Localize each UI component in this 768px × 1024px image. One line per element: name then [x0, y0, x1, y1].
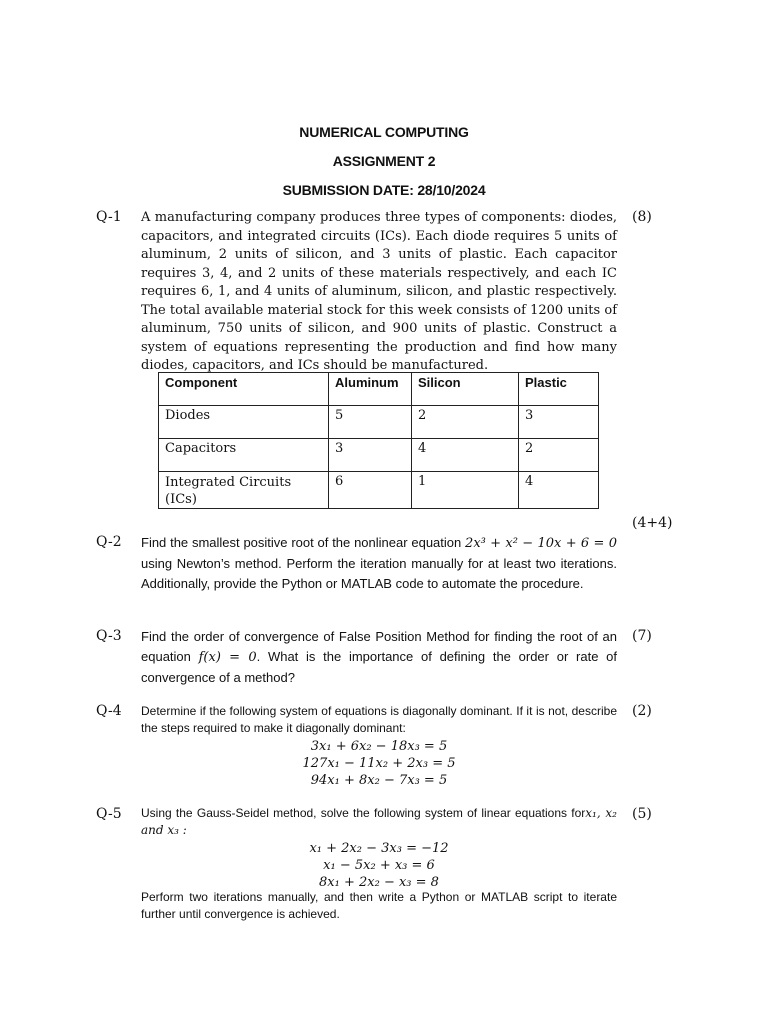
q2-marks: (4+4) [632, 515, 673, 531]
table-cell: Diodes [159, 406, 329, 439]
q4-text: Determine if the following system of equations is diagonally dominant. If it is not, describe the steps required to make it diagonally dominant: [141, 704, 617, 735]
table-header-cell: Silicon [412, 373, 519, 406]
q3-equation: f(x) = 0 [198, 650, 257, 665]
table-cell: 3 [329, 439, 412, 472]
q1-number: Q-1 [96, 209, 122, 225]
q3-text-a: Find the order of convergence of False Position Method for finding the root of an equation [141, 629, 617, 664]
q1-marks: (8) [632, 209, 652, 225]
table-cell: 3 [519, 406, 599, 439]
table-cell: Capacitors [159, 439, 329, 472]
q3-text [141, 627, 617, 688]
q4-number: Q-4 [96, 703, 122, 719]
table-header-cell: Aluminum [329, 373, 412, 406]
table-cell: 4 [519, 472, 599, 509]
q4-marks: (2) [632, 703, 652, 719]
q5-equation-2: x₁ − 5x₂ + x₃ = 6 [323, 858, 435, 873]
table-header-cell: Plastic [519, 373, 599, 406]
q5-equation-3: 8x₁ + 2x₂ − x₃ = 8 [319, 875, 439, 890]
q3-number: Q-3 [96, 628, 122, 644]
q3-marks: (7) [632, 628, 652, 644]
table-row [159, 439, 599, 472]
q2-text-a: Find the smallest positive root of the nonlinear equation [141, 535, 466, 550]
q2-text [141, 533, 617, 594]
q5-intro: Using the Gauss-Seidel method, solve the following system of linear equations for [141, 806, 586, 820]
q5-equation-1: x₁ + 2x₂ − 3x₃ = −12 [309, 841, 449, 856]
table-cell: Integrated Circuits (ICs) [159, 472, 329, 509]
q4-equation-2: 127x₁ − 11x₂ + 2x₃ = 5 [302, 756, 456, 771]
table-header-row [159, 373, 599, 406]
q5-marks: (5) [632, 806, 652, 822]
q1-text: A manufacturing company produces three types of components: diodes, capacitors, and integrated circuits (ICs). Each diode requires 5 units of aluminum, 2 units of silicon, and 3 units of plastic. Each capacitor requires 3, 4, and 2 units of these materials respectively, and each IC requires 6, 1, and 4 units of aluminum, silicon, and plastic respectively. The total available material stock for this week consists of 1200 units of aluminum, 750 units of silicon, and 900 units of plastic. Construct a system of equations representing the production and find how many diodes, capacitors, and ICs should be manufactured. [141, 210, 617, 373]
assignment-number: ASSIGNMENT 2 [332, 153, 436, 169]
table-row [159, 472, 599, 509]
materials-table [158, 372, 599, 509]
q2-text-b: using Newton’s method. Perform the iteration manually for at least two iterations. Additionally, provide the Python or MATLAB code to automate the procedure. [141, 556, 617, 591]
table-cell: 2 [412, 406, 519, 439]
q5-variables: x₁, x₂ and x₃ : [141, 806, 617, 837]
table-cell: 1 [412, 472, 519, 509]
q4-equation-1: 3x₁ + 6x₂ − 18x₃ = 5 [310, 739, 448, 754]
q4-equation-3: 94x₁ + 8x₂ − 7x₃ = 5 [310, 773, 448, 788]
q5-footer: Perform two iterations manually, and then write a Python or MATLAB script to iterate further until convergence is achieved. [141, 890, 617, 921]
submission-date: SUBMISSION DATE: 28/10/2024 [282, 182, 486, 198]
q5-number: Q-5 [96, 806, 122, 822]
q2-equation: 2x³ + x² − 10x + 6 = 0 [465, 536, 617, 551]
table-cell: 2 [519, 439, 599, 472]
course-title: NUMERICAL COMPUTING [299, 124, 469, 140]
q3-text-b: . What is the importance of defining the order or rate of convergence of a method? [141, 649, 617, 685]
table-cell: 6 [329, 472, 412, 509]
table-cell: 5 [329, 406, 412, 439]
q2-number: Q-2 [96, 534, 122, 550]
table-row [159, 406, 599, 439]
table-cell: 4 [412, 439, 519, 472]
table-header-cell: Component [159, 373, 329, 406]
q5-text [141, 805, 617, 839]
